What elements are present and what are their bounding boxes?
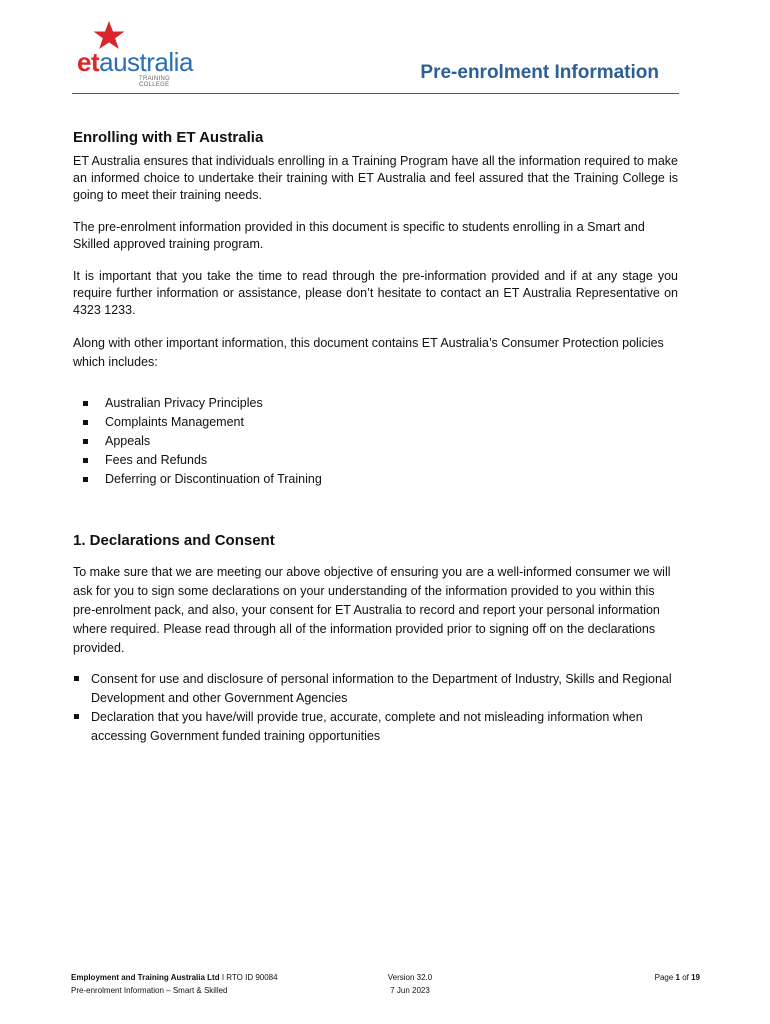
list-item: Appeals: [73, 432, 678, 451]
section-heading: 1. Declarations and Consent: [73, 532, 275, 549]
page-number: [620, 971, 700, 984]
footer-doc-name: Pre-enrolment Information – Smart & Skilled: [71, 986, 228, 995]
intro-heading: Enrolling with ET Australia: [73, 129, 264, 146]
page-total: 19: [691, 973, 700, 982]
list-item: Complaints Management: [73, 413, 678, 432]
logo-wordmark: [77, 48, 193, 76]
document-body: [73, 128, 678, 746]
footer-left: [71, 971, 278, 997]
list-item: Consent for use and disclosure of personal information to the Department of Industry, Skills and Regional Development and other Government Agencies: [73, 670, 678, 708]
footer-rto: I RTO ID 90084: [219, 973, 278, 982]
logo-australia: australia: [99, 47, 193, 77]
page-of: of: [679, 973, 692, 982]
footer-version: Version 32.0: [387, 973, 433, 982]
et-australia-logo: [77, 20, 193, 88]
list-item: Australian Privacy Principles: [73, 394, 678, 413]
list-item: Fees and Refunds: [73, 451, 678, 470]
footer-center: [380, 971, 440, 997]
intro-paragraph-3: It is important that you take the time to read through the pre-information provided and if at any stage you require further information or assistance, please don’t hesitate to contact an ET Australia Representative on 4323 1233.: [73, 269, 678, 317]
section-declarations: [73, 531, 678, 746]
policy-list: [73, 394, 678, 489]
star-icon: [92, 20, 126, 50]
list-item: Declaration that you have/will provide true, accurate, complete and not misleading information when accessing Government funded training opportunities: [73, 708, 678, 746]
header-divider: [72, 93, 679, 94]
footer-date: 7 Jun 2023: [390, 986, 430, 995]
intro-paragraph-2: The pre-enrolment information provided in this document is specific to students enrolling in a Smart and Skilled approved training program.: [73, 220, 645, 251]
page-label: Page: [654, 973, 676, 982]
footer-org: Employment and Training Australia Ltd: [71, 973, 220, 982]
logo-subtitle: TRAINING COLLEGE: [139, 76, 171, 88]
list-item: Deferring or Discontinuation of Training: [73, 470, 678, 489]
page-current: 1: [675, 973, 680, 982]
section-paragraph: To make sure that we are meeting our above objective of ensuring you are a well-informed consumer we will ask for you to sign some declarations on your understanding of the information provided to you within this pre-enrolment pack, and also, your consent for ET Australia to record and report your personal information where required. Please read through all of the information provided prior to signing off on the declarations provided.: [73, 565, 671, 655]
logo-et: et: [77, 47, 100, 77]
intro-paragraph-1: ET Australia ensures that individuals enrolling in a Training Program have all the information required to make an informed choice to undertake their training with ET Australia and feel assured that the Training College is going to meet their training needs.: [73, 154, 678, 202]
declaration-list: [73, 670, 678, 746]
intro-paragraph-4: Along with other important information, this document contains ET Australia’s Consumer Protection policies which includes:: [73, 336, 664, 369]
document-title: Pre-enrolment Information: [420, 62, 659, 83]
